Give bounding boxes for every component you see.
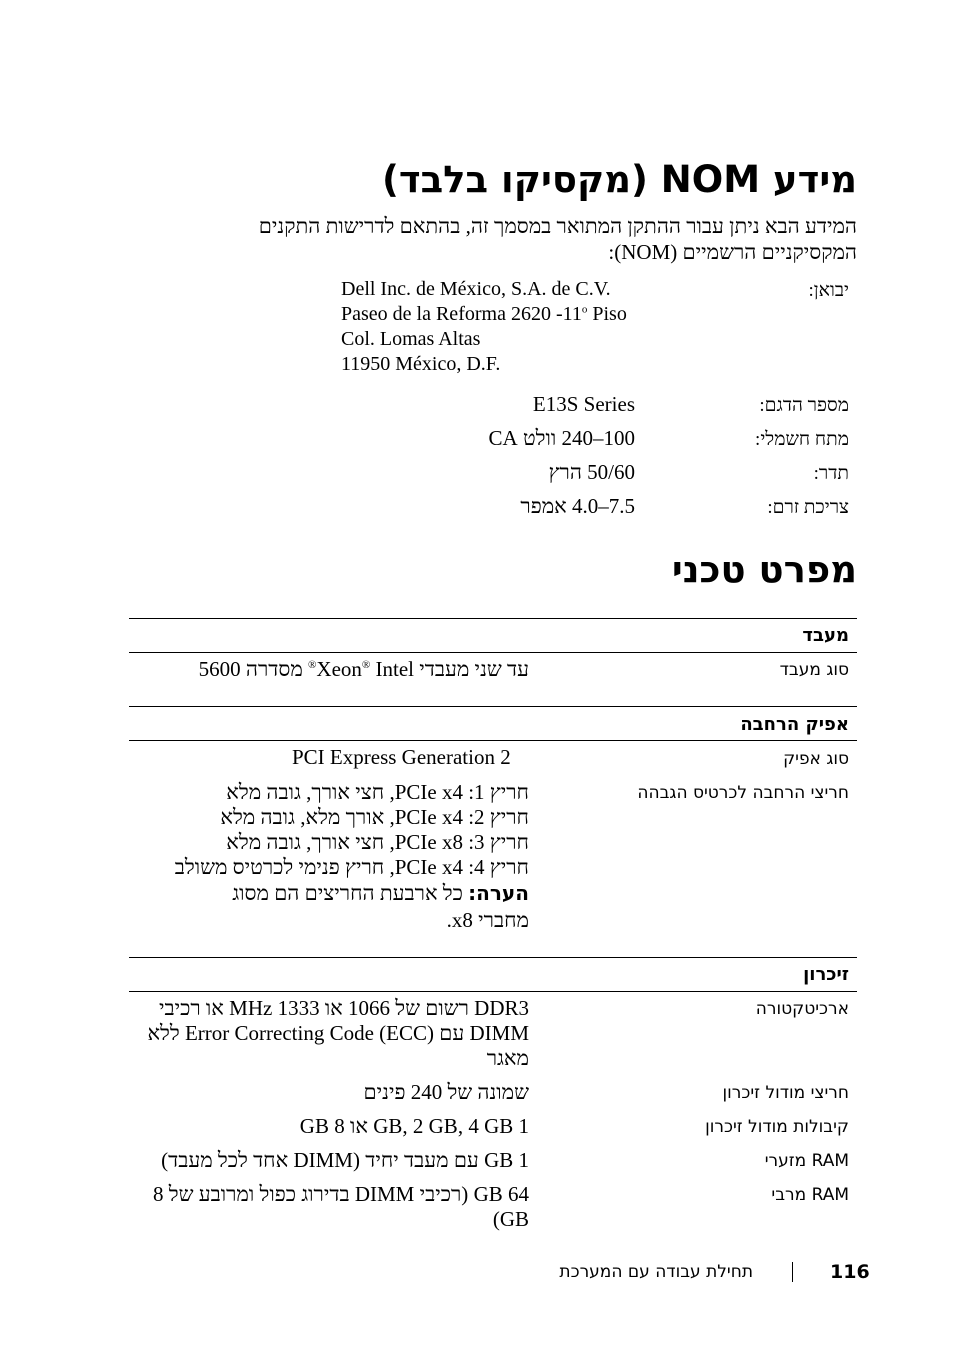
current-value: 7.5–4.0 אמפר: [520, 494, 635, 518]
min-ram-label: RAM מזערי: [764, 1151, 849, 1171]
table-rule: [129, 991, 857, 992]
architecture-value: DDR3 רשום של 1066 או 1333 MHz או רכיבי DIMM עם Error Correcting Code (ECC) ללא מאגר: [147, 996, 529, 1070]
processor-type-label: סוג מעבד: [779, 660, 849, 680]
bus-type-value: PCI Express Generation 2: [292, 745, 511, 769]
current-label: צריכת זרם:: [767, 497, 849, 518]
importer-address: [341, 277, 661, 377]
footer-separator: [792, 1262, 793, 1282]
module-sockets-label: חריצי מודול זיכרון: [722, 1083, 849, 1103]
bus-type-label: סוג אפיק: [783, 749, 849, 769]
spec-heading: מפרט טכני: [671, 548, 857, 591]
note-label: הערה:: [468, 881, 529, 905]
nom-intro: המידע הבא ניתן עבור ההתקן המתואר במסמך זה, בהתאם לדרישות התקנים המקסיקניים הרשמיים (NOM):: [258, 214, 857, 264]
slot-item: חריץ 2: PCIe x4, אורך מלא, גובה מלא: [220, 805, 529, 829]
table-rule: [129, 706, 857, 707]
max-ram-label: RAM מרבי: [771, 1185, 849, 1205]
slots-note: [184, 880, 529, 934]
memory-heading: זיכרון: [803, 964, 849, 985]
module-sockets-value: שמונה של 240 פינים: [363, 1080, 529, 1104]
table-rule: [129, 957, 857, 958]
voltage-value: 100–240 וולט CA: [488, 426, 635, 450]
voltage-label: מתח חשמלי:: [755, 429, 849, 450]
table-rule: [129, 618, 857, 619]
processor-type-value: עד שני מעבדי Xeon® Intel® מסדרה 5600: [198, 657, 529, 681]
nom-heading: מידע NOM (מקסיקו בלבד): [381, 158, 857, 201]
importer-line: Dell Inc. de México, S.A. de C.V.: [341, 278, 611, 300]
model-value: E13S Series: [532, 392, 635, 416]
frequency-value: 50/60 הרץ: [548, 460, 635, 484]
module-capacities-value: 1 GB, 2 GB, 4 GB או 8 GB: [299, 1114, 529, 1138]
importer-label: יבואן:: [808, 280, 849, 301]
riser-slots-list: [129, 780, 529, 880]
slot-item: חריץ 1: PCIe x4, חצי אורך, גובה מלא: [226, 780, 529, 804]
importer-line: 11950 México, D.F.: [341, 353, 501, 375]
note-text: כל ארבעת החריצים הם מסוג מחברי x8.: [232, 881, 529, 932]
slot-item: חריץ 4: PCIe x4, חריץ פנימי לכרטיס משולב: [174, 855, 529, 879]
expansion-heading: אפיק הרחבה: [740, 714, 849, 735]
processor-heading: מעבד: [802, 625, 849, 646]
frequency-label: תדר:: [813, 463, 849, 484]
model-label: מספר הדגם:: [759, 395, 849, 416]
table-rule: [129, 740, 857, 741]
architecture-label: ארכיטקטורה: [755, 999, 849, 1019]
importer-line: Col. Lomas Altas: [341, 328, 481, 350]
importer-line: Paseo de la Reforma 2620 -11$^o$ Piso: [341, 303, 627, 325]
table-rule: [129, 652, 857, 653]
riser-slots-label: חריצי הרחבה לכרטיס הגבהה: [637, 783, 849, 803]
page-number: 116: [830, 1261, 870, 1283]
module-capacities-label: קיבולות מודול זיכרון: [705, 1117, 849, 1137]
footer-chapter-title: תחילת עבודה עם המערכת: [559, 1262, 753, 1282]
min-ram-value: 1 GB עם מעבד יחיד (DIMM אחד לכל מעבד): [161, 1148, 529, 1172]
max-ram-value: 64 GB (רכיבי DIMM בדירוג כפול ומרובע של 8 GB): [153, 1182, 529, 1231]
slot-item: חריץ 3: PCIe x8, חצי אורך, גובה מלא: [226, 830, 529, 854]
